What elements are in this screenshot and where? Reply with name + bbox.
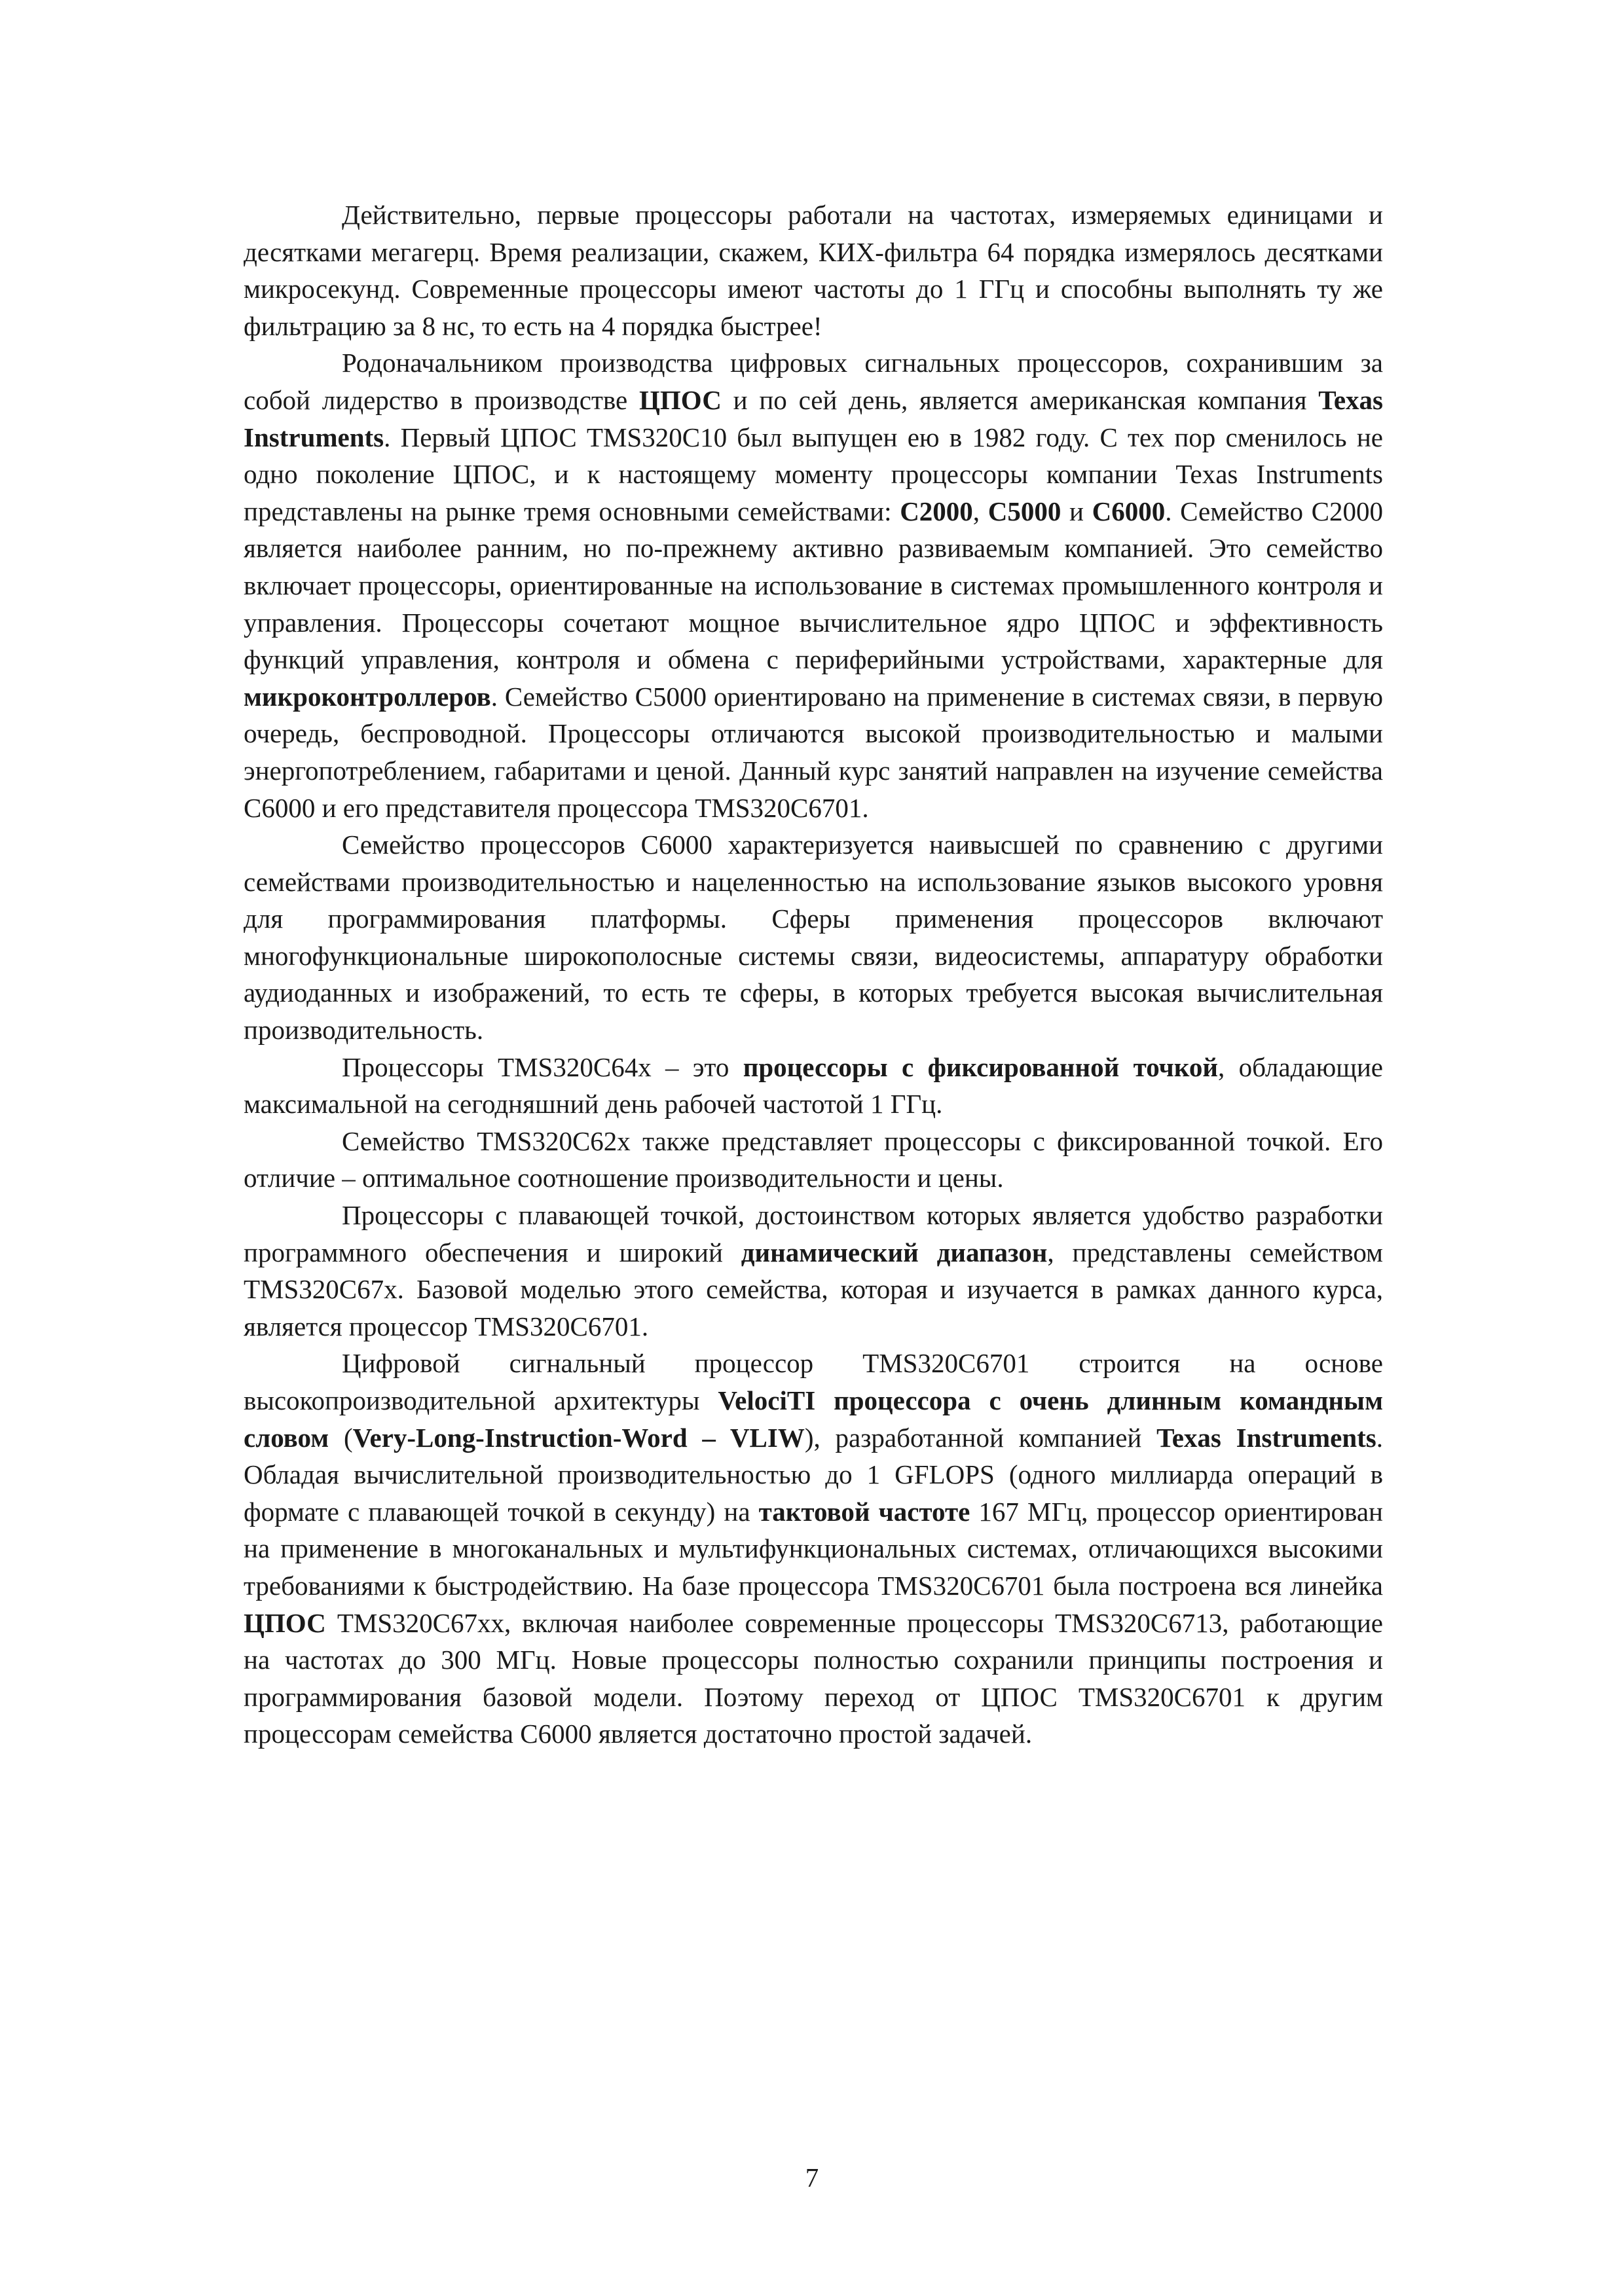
paragraph (244, 1197, 1383, 1345)
bold-term: процессоры с фиксированной точкой (743, 1051, 1218, 1082)
paragraph (244, 344, 1383, 826)
text-run: Семейство процессоров С6000 характеризуется наивысшей по сравнению с другими семействами производительностью и нацеленностью на использование языков высокого уровня для программирования платформы. Сферы применения процессоров включают многофункциональные широкополосные системы связи, видеосистемы, аппаратуру обработки аудиоданных и изображений, то есть те сферы, в которых требуется высокая вычислительная производительность. (244, 829, 1383, 1046)
bold-term: Texas Instruments (1156, 1422, 1376, 1453)
text-run: . Семейство С2000 является наиболее ранним, но по-прежнему активно развиваемым компанией. Это семейство включает процессоры, ориентированные на использование в системах промышленного контроля и управления. Процессоры сочетают мощное вычислительное ядро ЦПОС и эффективность функций управления, контроля и обмена с периферийными устройствами, характерные для (244, 496, 1383, 675)
text-run: , обладающие максимальной на сегодняшний день рабочей частотой 1 ГГц. (244, 1051, 1383, 1120)
paragraph (244, 1123, 1383, 1197)
text-run: и по сей день, является американская компания (721, 384, 1319, 415)
text-run: ), разработанной компанией (804, 1422, 1157, 1453)
bold-term: ЦПОС (639, 384, 722, 415)
bold-term: Texas Instruments (244, 384, 1384, 452)
page-body (244, 196, 1383, 1753)
text-run: Цифровой сигнальный процессор TMS320C6701 строится на основе высокопроизводительной архитектуры (244, 1348, 1383, 1415)
page-number: 7 (805, 2162, 819, 2193)
text-run: , представлены семейством TMS320C67x. Базовой моделью этого семейства, которая и изучается в рамках данного курса, является процессор TMS320C6701. (244, 1237, 1383, 1341)
paragraph (244, 1049, 1383, 1123)
text-run: и (1061, 496, 1092, 526)
bold-term: Very-Long-Instruction-Word – VLIW (352, 1422, 805, 1453)
text-run: 167 МГц, процессор ориентирован на применение в многоканальных и мультифункциональных системах, отличающихся высокими требованиями к быстродействию. На базе процессора TMS320C6701 была построена вся линейка (244, 1496, 1383, 1601)
text-run: ( (329, 1422, 353, 1453)
bold-term: тактовой частоте (758, 1496, 970, 1527)
text-run: Родоначальником производства цифровых сигнальных процессоров, сохранившим за собой лидерство в производстве (244, 348, 1383, 415)
bold-term: VelociTI процессора с очень длинным командным словом (244, 1385, 1383, 1453)
text-run: Действительно, первые процессоры работали на частотах, измеряемых единицами и десятками мегагерц. Время реализации, скажем, КИХ-фильтра 64 порядка измерялось десятками микросекунд. Современные процессоры имеют частоты до 1 ГГц и способны выполнять ту же фильтрацию за 8 нс, то есть на 4 порядка быстрее! (244, 200, 1383, 341)
bold-term: ЦПОС (244, 1607, 326, 1638)
bold-term: C6000 (1092, 496, 1166, 526)
text-run: . Обладая вычислительной производительностью до 1 GFLOPS (одного миллиарда операций в формате с плавающей точкой в секунду) на (244, 1422, 1384, 1527)
text-run: Процессоры TMS320C64x – это (342, 1051, 743, 1082)
text-run: . Первый ЦПОС TMS320C10 был выпущен ею в 1982 году. С тех пор сменилось не одно поколение ЦПОС, и к настоящему моменту процессоры компании Texas Instruments представлены на рынке тремя основными семействами: (244, 422, 1383, 526)
paragraph (244, 826, 1383, 1049)
bold-term: динамический диапазон (741, 1237, 1048, 1267)
text-run: . Семейство С5000 ориентировано на применение в системах связи, в первую очередь, беспроводной. Процессоры отличаются высокой производительностью и малыми энергопотреблением, габаритами и ценой. Данный курс занятий направлен на изучение семейства С6000 и его представителя процессора TMS320C6701. (244, 681, 1383, 823)
bold-term: C2000 (900, 496, 973, 526)
text-run: Семейство TMS320C62x также представляет процессоры с фиксированной точкой. Его отличие – оптимальное соотношение производительности и цены. (244, 1125, 1383, 1194)
text-run: TMS320C67xx, включая наиболее современные процессоры TMS320C6713, работающие на частотах до 300 МГц. Новые процессоры полностью сохранили принципы построения и программирования базовой модели. Поэтому переход от ЦПОС TMS320C6701 к другим процессорам семейства С6000 является достаточно простой задачей. (244, 1607, 1383, 1749)
paragraph (244, 1345, 1383, 1753)
text-run: , (972, 496, 988, 526)
text-run: Процессоры с плавающей точкой, достоинством которых является удобство разработки программного обеспечения и широкий (244, 1200, 1383, 1267)
bold-term: C5000 (987, 496, 1061, 526)
paragraph (244, 196, 1383, 344)
bold-term: микроконтроллеров (244, 681, 491, 712)
